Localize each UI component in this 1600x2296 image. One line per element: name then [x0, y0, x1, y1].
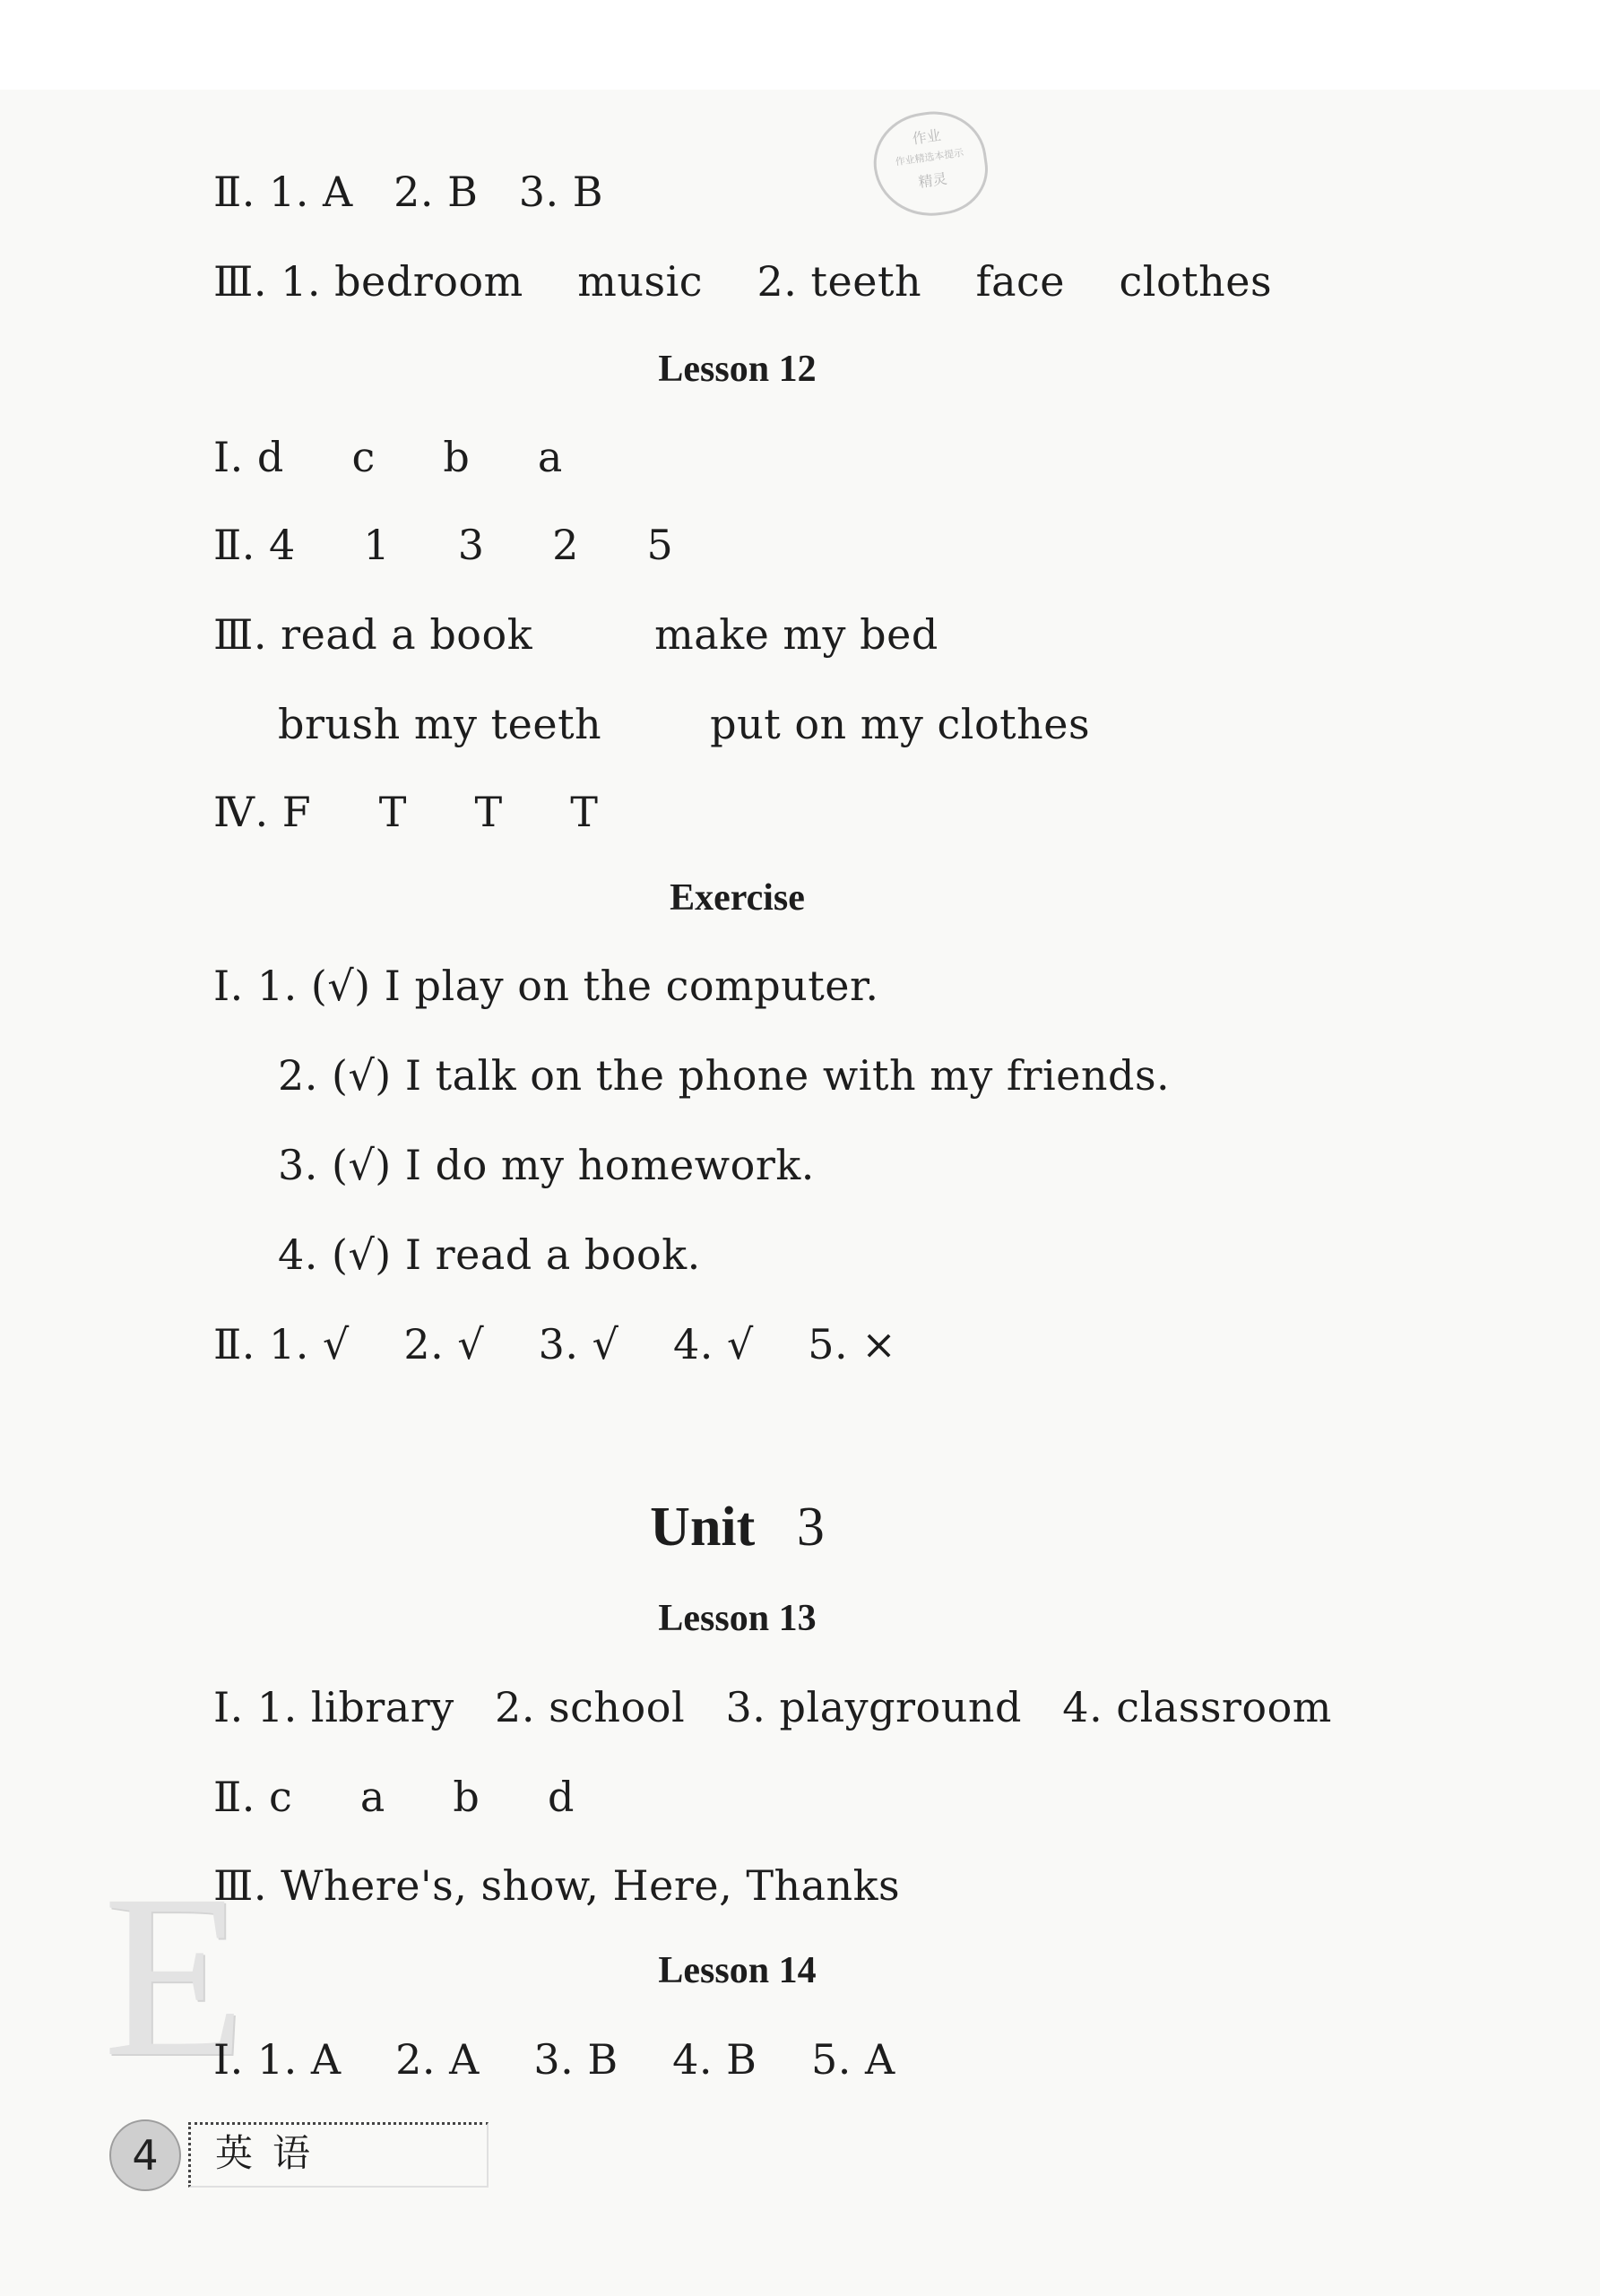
answer-line: Ⅰ. d c b a: [213, 433, 563, 481]
answer-line: Ⅳ. F T T T: [213, 788, 599, 836]
lesson-heading: Lesson 14: [658, 1950, 817, 1991]
unit-title: [0, 1495, 1475, 1559]
answer-line: brush my teeth put on my clothes: [278, 700, 1091, 748]
answer-line: Ⅰ. 1. A 2. A 3. B 4. B 5. A: [213, 2035, 895, 2084]
answer-line: Ⅲ. 1. bedroom music 2. teeth face clothes: [213, 257, 1273, 306]
answer-line: Ⅱ. 1. √ 2. √ 3. √ 4. √ 5. ×: [213, 1320, 897, 1368]
answer-line: Ⅰ. 1. library 2. school 3. playground 4. classroom: [213, 1683, 1332, 1731]
lesson-heading: Lesson 13: [658, 1598, 817, 1639]
page-number-badge: 4: [109, 2119, 181, 2191]
subject-label: 英语: [215, 2131, 331, 2175]
stamp-text-3: 精灵: [917, 169, 948, 191]
answer-line: Ⅲ. Where's, show, Here, Thanks: [213, 1861, 901, 1910]
unit-word: Unit: [650, 1497, 756, 1558]
answer-line: Ⅲ. read a book make my bed: [213, 610, 938, 659]
answer-line: Ⅰ. 1. (√) I play on the computer.: [213, 962, 879, 1010]
answer-line: Ⅱ. c a b d: [213, 1773, 575, 1821]
exercise-heading: Exercise: [670, 877, 805, 919]
stamp-text-2: 作业精选本提示: [894, 146, 964, 168]
decorative-letter-e: E: [103, 1847, 246, 2105]
lesson-heading: Lesson 12: [658, 349, 817, 390]
answer-line: 4. (√) I read a book.: [278, 1230, 701, 1279]
answer-line: Ⅱ. 4 1 3 2 5: [213, 521, 674, 569]
answer-line: 3. (√) I do my homework.: [278, 1141, 815, 1189]
answer-line: Ⅱ. 1. A 2. B 3. B: [213, 168, 604, 216]
stamp-text-1: 作业: [911, 126, 942, 148]
answer-line: 2. (√) I talk on the phone with my friends.: [278, 1051, 1171, 1100]
unit-number: 3: [796, 1497, 825, 1558]
